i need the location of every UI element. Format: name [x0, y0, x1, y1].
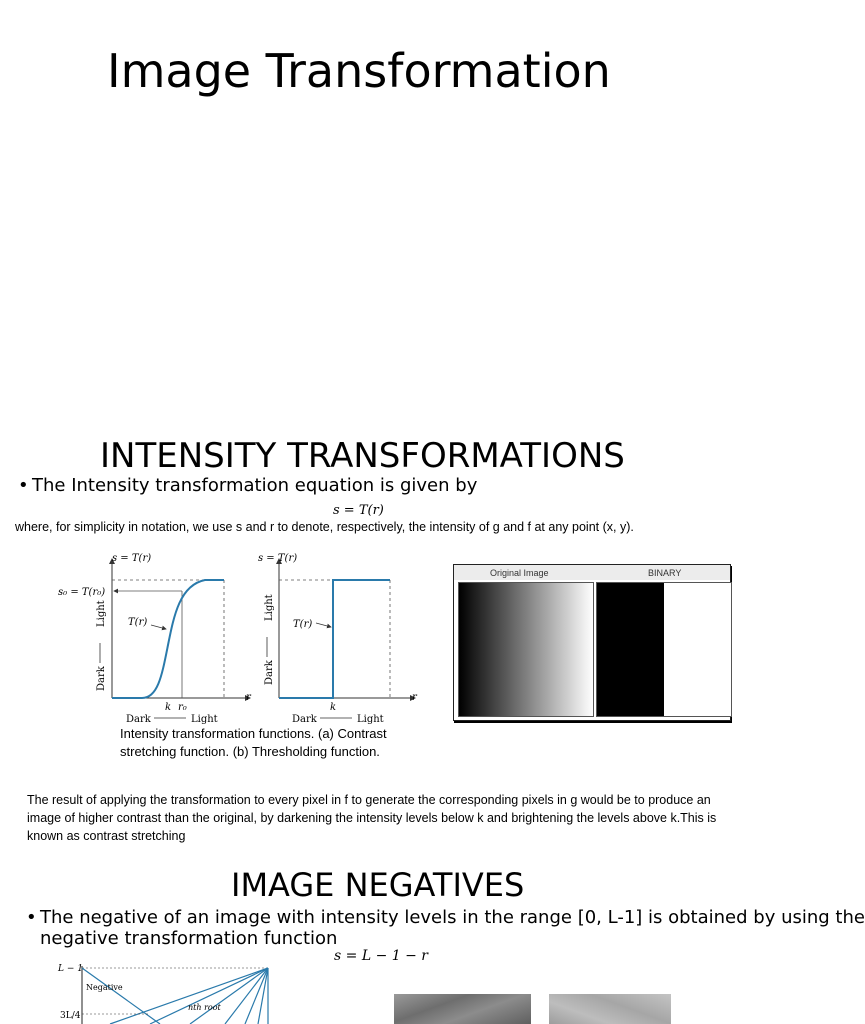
graph-b-x-light-label: Light [357, 714, 384, 725]
graph-a-curve [112, 580, 224, 698]
binary-image [596, 582, 732, 717]
graph-a-curve-pointer [151, 625, 166, 629]
graph-b-k-label: k [330, 702, 337, 713]
figure-caption-line-1: Intensity transformation functions. (a) Contrast [120, 726, 387, 741]
graph-a-s0-label: s₀ = T(r₀) [58, 587, 106, 598]
graph-b-y-axis-label: s = T(r) [258, 553, 298, 564]
figure-caption [120, 725, 387, 761]
graph-a-light-label: Light [96, 600, 107, 627]
graph-b-step-curve [279, 580, 390, 698]
graph-b-x-dark-label: Dark [292, 714, 317, 725]
negative-sample-image-1 [394, 994, 531, 1024]
graph-a-r0-label: r₀ [178, 702, 187, 713]
negative-line [82, 968, 160, 1024]
nth-root-line-1 [110, 968, 268, 1024]
nth-root-line-2 [150, 968, 268, 1024]
original-vs-binary-image [453, 564, 731, 721]
negative-transformation-graph [40, 958, 280, 1024]
graph-b-curve-label: T(r) [293, 619, 313, 630]
figure-caption-line-2: stretching function. (b) Thresholding function. [120, 744, 380, 759]
nth-root-line-6 [258, 968, 268, 1024]
paragraph-line-3: known as contrast stretching [27, 829, 186, 843]
slide-title: Image Transformation [107, 44, 611, 98]
negatives-y-top-label: L − 1 [58, 964, 83, 974]
bullet-negatives [26, 907, 865, 949]
bullet-text: The Intensity transformation equation is given by [32, 475, 478, 496]
bullet-negatives-line-1: The negative of an image with intensity levels in the range [0, L-1] is obtained by using the [40, 907, 865, 928]
negative-label: Negative [86, 983, 123, 992]
graph-a-x-dark-label: Dark [126, 714, 151, 725]
binary-label: BINARY [648, 568, 682, 578]
original-image-label: Original Image [490, 568, 549, 578]
negative-equation: s = L − 1 − r [334, 948, 428, 964]
graph-a-r-label: r [246, 692, 251, 703]
nth-root-line-4 [225, 968, 268, 1024]
graph-a-dark-label: Dark [96, 666, 107, 691]
notation-note: where, for simplicity in notation, we use s and r to denote, respectively, the intensity of g and f at any point (x, y). [15, 520, 634, 534]
contrast-stretching-paragraph [27, 791, 716, 845]
graph-contrast-stretching [58, 553, 252, 725]
paragraph-line-2: image of higher contrast than the original, by darkening the intensity levels below k and brightening the levels above k.This is [27, 811, 717, 825]
bullet-negatives-line-2: negative transformation function [40, 928, 338, 949]
graph-b-curve-pointer [316, 623, 331, 627]
graph-a-y-axis-label: s = T(r) [112, 553, 152, 564]
graph-a-curve-label: T(r) [128, 617, 148, 628]
paragraph-line-1: The result of applying the transformation to every pixel in f to generate the corresponding pixels in g would be to produce an [27, 793, 711, 807]
equation-s-equals-t-of-r: s = T(r) [333, 503, 384, 518]
original-gradient-image [458, 582, 594, 717]
section-title-intensity: INTENSITY TRANSFORMATIONS [100, 436, 625, 476]
intensity-transformation-figure [50, 545, 430, 730]
graph-a-x-light-label: Light [191, 714, 218, 725]
graph-thresholding [258, 553, 418, 725]
section-title-negatives: IMAGE NEGATIVES [231, 866, 525, 904]
negatives-y-mid-label: 3L/4 [60, 1011, 81, 1021]
bullet-dot: • [26, 907, 37, 928]
graph-b-dark-label: Dark [264, 660, 275, 685]
bullet-dot: • [18, 475, 29, 496]
bullet-intensity-equation [18, 475, 477, 496]
graph-a-k-label: k [165, 702, 172, 713]
nth-root-label: nth root [188, 1003, 221, 1012]
graph-b-light-label: Light [264, 594, 275, 621]
negative-sample-image-2 [549, 994, 671, 1024]
graph-b-r-label: r [412, 692, 417, 703]
